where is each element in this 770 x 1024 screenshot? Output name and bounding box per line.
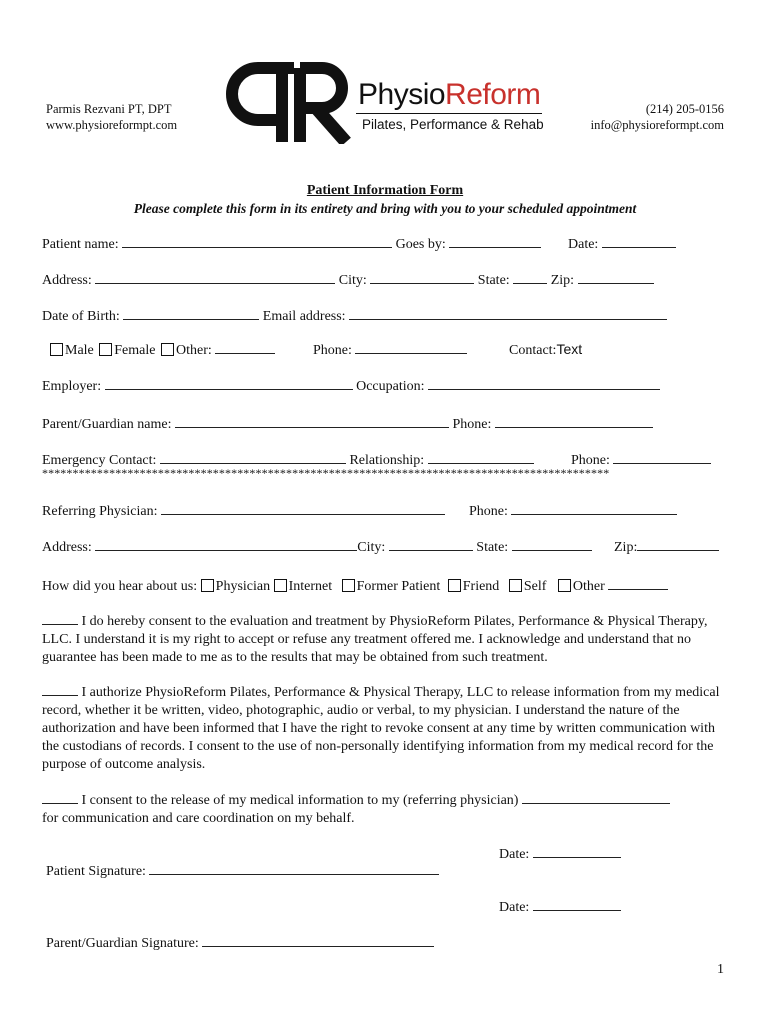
- emergency-phone-field[interactable]: [613, 451, 711, 464]
- city-field[interactable]: [370, 271, 474, 284]
- patient-name-field[interactable]: [122, 235, 392, 248]
- emergency-contact-field[interactable]: [160, 451, 346, 464]
- physician-city-field[interactable]: [389, 538, 473, 551]
- address-field[interactable]: [95, 271, 335, 284]
- guardian-signature-field[interactable]: [202, 934, 434, 947]
- logo-name-physio: Physio: [358, 78, 446, 111]
- male-checkbox[interactable]: [50, 343, 63, 356]
- zip-field[interactable]: [578, 271, 654, 284]
- phone-field[interactable]: [355, 341, 467, 354]
- referring-phone-row: Phone:: [469, 502, 677, 520]
- website: www.physioreformpt.com: [46, 118, 178, 132]
- other-source-checkbox[interactable]: [558, 579, 571, 592]
- page-number: 1: [717, 962, 724, 977]
- former-patient-checkbox[interactable]: [342, 579, 355, 592]
- email-address: info@physioreformpt.com: [590, 118, 724, 132]
- phone-number: (214) 205-0156: [645, 102, 724, 116]
- consent-physician-initials[interactable]: [42, 791, 78, 804]
- emergency-row: Emergency Contact: Relationship:: [42, 451, 534, 469]
- relationship-field[interactable]: [428, 451, 534, 464]
- guardian-sig-date-field[interactable]: [533, 898, 621, 911]
- practitioner-name: Parmis Rezvani PT, DPT: [46, 102, 172, 116]
- referring-physician-consent-field[interactable]: [522, 791, 670, 804]
- referring-phone-field[interactable]: [511, 502, 677, 515]
- guardian-sig-date-row: Date:: [499, 898, 621, 916]
- patient-signature-row: Patient Signature:: [46, 862, 439, 880]
- address-row: Address: City: State: Zip:: [42, 271, 654, 289]
- logo-tagline: Pilates, Performance & Rehab: [362, 117, 544, 132]
- email-field[interactable]: [349, 307, 667, 320]
- occupation-field[interactable]: [428, 377, 660, 390]
- consent-treatment: I do hereby consent to the evaluation and treatment by PhysioReform Pilates, Performance & Physical Therapy, LLC. I understand it is my right to accept or refuse any treatment offered me. I acknowledge and understand that no guarantee has been made to me as to the results that may be obtained from such treatment.: [42, 614, 708, 665]
- friend-checkbox[interactable]: [448, 579, 461, 592]
- guardian-phone-field[interactable]: [495, 415, 653, 428]
- stars-divider: *********************************************************************************************: [42, 466, 610, 480]
- physician-state-field[interactable]: [512, 538, 592, 551]
- date-field[interactable]: [602, 235, 676, 248]
- referring-physician-row: Referring Physician:: [42, 502, 445, 520]
- gender-row: Male Female Other:: [50, 341, 275, 359]
- patient-signature-field[interactable]: [149, 862, 439, 875]
- self-checkbox[interactable]: [509, 579, 522, 592]
- employer-row: Employer: Occupation:: [42, 377, 660, 395]
- logo-divider: [356, 113, 542, 114]
- form-title: Patient Information Form: [306, 183, 464, 198]
- physician-address-field[interactable]: [95, 538, 357, 551]
- other-gender-checkbox[interactable]: [161, 343, 174, 356]
- employer-field[interactable]: [105, 377, 353, 390]
- consent-release-initials[interactable]: [42, 683, 78, 696]
- goes-by-field[interactable]: [449, 235, 541, 248]
- physician-checkbox[interactable]: [201, 579, 214, 592]
- physician-zip-field[interactable]: [637, 538, 719, 551]
- referral-source-row: How did you hear about us: Physician Internet Former Patient Friend Self Other: [42, 577, 668, 595]
- patient-sig-date-row: Date:: [499, 845, 621, 863]
- dob-field[interactable]: [123, 307, 259, 320]
- guardian-name-field[interactable]: [175, 415, 449, 428]
- other-source-field[interactable]: [608, 577, 668, 590]
- consent-release: I authorize PhysioReform Pilates, Performance & Physical Therapy, LLC to release information from my medical record, whether it be written, video, photographic, audio or verbal, to my physician. I understand the nature of the authorization and have been informed that I have the right to revoke consent at any time by written communication with the custodians of records. I consent to the use of non-personally identifying information from my medical record for the purpose of outcome analysis.: [42, 685, 720, 772]
- emergency-phone-row: Phone:: [571, 451, 711, 469]
- guardian-signature-row: Parent/Guardian Signature:: [46, 934, 434, 952]
- patient-name-row: Patient name: Goes by:: [42, 235, 541, 253]
- date-row: Date:: [568, 235, 676, 253]
- other-gender-field[interactable]: [215, 341, 275, 354]
- female-checkbox[interactable]: [99, 343, 112, 356]
- contact-row: Contact:Text: [509, 341, 583, 358]
- physician-address-row: Address: City: State:: [42, 538, 592, 556]
- form-subtitle: Please complete this form in its entirety and bring with you to your scheduled appointment: [133, 201, 637, 216]
- logo-pr-mark: [224, 62, 356, 144]
- state-field[interactable]: [513, 271, 547, 284]
- referring-physician-field[interactable]: [161, 502, 445, 515]
- phone-row: Phone:: [313, 341, 467, 359]
- contact-value[interactable]: Text: [556, 341, 583, 357]
- logo-name-reform: Reform: [445, 78, 541, 111]
- physician-zip-row: Zip:: [614, 538, 719, 556]
- consent-physician: I consent to the release of my medical information to my (referring physician) for communication and care coordination on my behalf.: [42, 791, 732, 828]
- consent-treatment-initials[interactable]: [42, 612, 78, 625]
- dob-row: Date of Birth: Email address:: [42, 307, 667, 325]
- patient-sig-date-field[interactable]: [533, 845, 621, 858]
- guardian-row: Parent/Guardian name: Phone:: [42, 415, 653, 433]
- logo-wordmark: [358, 78, 540, 112]
- internet-checkbox[interactable]: [274, 579, 287, 592]
